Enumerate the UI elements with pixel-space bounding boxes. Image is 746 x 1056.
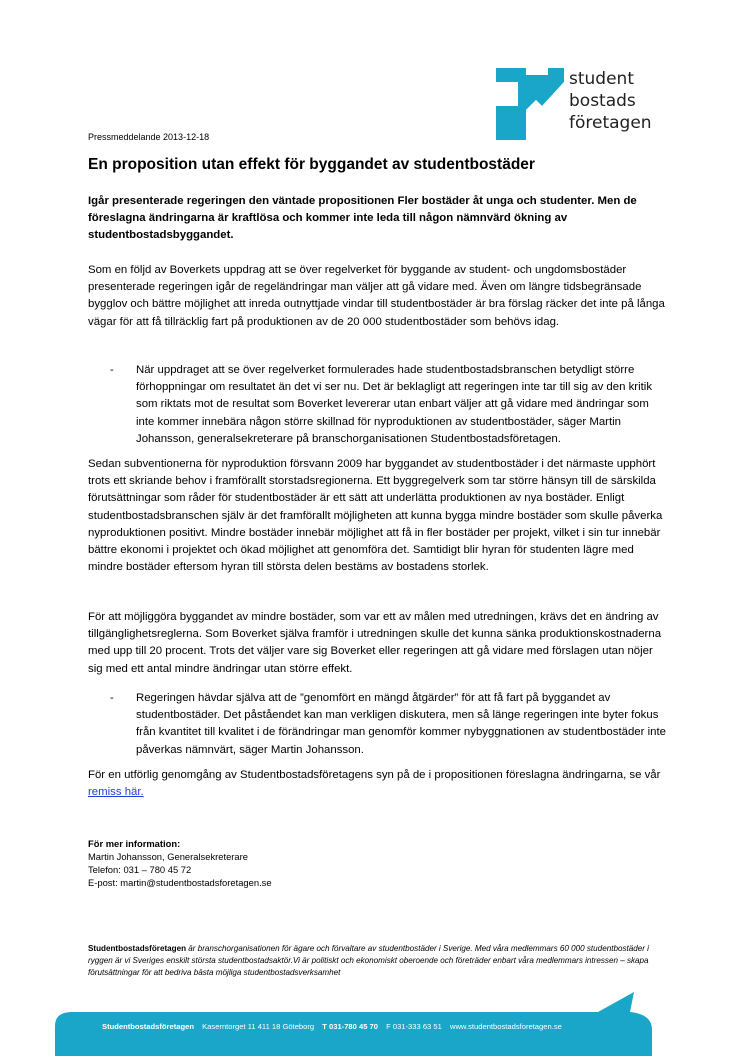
lead-paragraph: Igår presenterade regeringen den väntade propositionen Fler bostäder åt unga och studenter. Men de föreslagna ändringarna är kraftlösa och kommer inte leda till någon nämnvärd ökning av studentbostadsbyggandet. xyxy=(88,195,637,242)
contact-info xyxy=(88,837,272,889)
logo-line-1: student xyxy=(569,69,634,89)
quote-dash: - xyxy=(110,364,114,376)
footer-bar-fax: F 031-333 63 51 xyxy=(386,1022,442,1031)
footer-bar-tel: T 031-780 45 70 xyxy=(322,1022,378,1031)
body-paragraph-2: Sedan subventionerna för nyproduktion försvann 2009 har byggandet av studentbostäder i det närmaste upphört trots ett skriande behov i framförallt storstadsregionerna. Ett byggregelverk som tar större hänsyn till de särskilda förutsättningar som råder för studentbostäder är ett sätt att underlätta produktionen av nya bostäder. Enligt studentbostadsbranschen själv är det framförallt möjligheten att kunna bygga mindre bostäder som skulle påverka nyproduktionen positivt. Mindre bostäder innebär möjlighet att få in fler bostäder per projekt, vilket i sin tur innebär bättre ekonomi i projektet och ökad möjlighet att genomföra det. Samtidigt blir hyran för studenten lägre med mindre bostäder eftersom hyran till största delen bestäms av bostadens storlek. xyxy=(88,458,663,574)
footer-org-name: Studentbostadsföretagen xyxy=(88,944,187,953)
quote-text-1: När uppdraget att se över regelverket formulerades hade studentbostadsbranschen betydligt större förhoppningar om resultatet än det vi ser nu. Det är beklagligt att regeringen inte tar till sig av den kritik som riktats mot de resultat som Boverket levererar utan enbart väljer att gå vidare med ändringar som inte kommer innebära någon större skillnad för nyproduktionen av studentbostäder, säger Martin Johansson, generalsekreterare på branschorganisationen Studentbostadsföretagen. xyxy=(136,364,653,445)
paragraph-4-text: För en utförlig genomgång av Studentbostadsföretagens syn på de i propositionen föreslagna ändringarna, se vår xyxy=(88,769,661,781)
body-paragraph-4 xyxy=(88,767,666,801)
quote-dash: - xyxy=(110,692,114,704)
footer-org-text: är branschorganisationen för ägare och förvaltare av studentbostäder i Sverige. Med våra medlemmars 60 000 studentbostäder i ryggen är vi Sveriges enskilt största studentbostadsaktör.Vi är politiskt och ekonomiskt oberoende och företräder enbart våra medlemmars intressen – skapa förutsättningar för att bedriva bästa möjliga studentbostadsverksamhet xyxy=(88,944,649,977)
company-logo xyxy=(496,68,666,148)
contact-email: E-post: martin@studentbostadsforetagen.se xyxy=(88,877,272,888)
organization-description xyxy=(88,943,666,979)
press-release-date: Pressmeddelande 2013-12-18 xyxy=(88,132,210,142)
logo-arrow-icon xyxy=(496,68,564,140)
body-paragraph-3: För att möjliggöra byggandet av mindre bostäder, som var ett av målen med utredningen, krävs det en ändring av tillgänglighetsreglerna. Som Boverket själva framför i utredningen skulle det kunna sänka produktionskostnaderna med upp till 20 procent. Trots det väljer vare sig Boverket eller regeringen att gå vidare med förslagen utan nöjer sig med ett antal mindre ändringar utan större effekt. xyxy=(88,611,662,675)
contact-phone: Telefon: 031 – 780 45 72 xyxy=(88,864,192,875)
body-paragraph-1: Som en följd av Boverkets uppdrag att se över regelverket för byggande av student- och ungdomsbostäder presenterade regeringen igår de regeländringar man väljer att gå vidare med. Även om längre tidsbegränsade bygglov och bättre möjlighet att inreda outnyttjade vindar till studentbostäder är bra förslag räcker det inte på långa vägar för att få tillräcklig fart på produktionen av de 20 000 studentbostäder som behövs idag. xyxy=(88,264,665,328)
footer-bar-org: Studentbostadsföretagen xyxy=(102,1022,194,1031)
logo-wordmark xyxy=(569,68,652,134)
logo-line-3: företagen xyxy=(569,113,652,133)
footer-bar-address: Kaserntorget 11 411 18 Göteborg xyxy=(202,1022,315,1031)
remiss-link[interactable]: remiss här. xyxy=(88,786,144,799)
page-title: En proposition utan effekt för byggandet av studentbostäder xyxy=(88,156,535,173)
footer-bar-web[interactable]: www.studentbostadsforetagen.se xyxy=(449,1022,562,1031)
quote-text-2: Regeringen hävdar själva att de ”genomfört en mängd åtgärder” för att få fart på byggandet av studentbostäder. Det påståendet kan man verkligen diskutera, men så länge regeringen inte byter fokus från kvantitet till kvalitet i de förändringar man genomför kommer nybyggnationen av studentbostäder inte påverkas nämnvärt, säger Martin Johansson. xyxy=(136,692,666,756)
quote-block-1 xyxy=(110,362,668,448)
footer-contact-line xyxy=(102,1022,568,1032)
logo-line-2: bostads xyxy=(569,91,636,111)
contact-heading: För mer information: xyxy=(88,838,181,849)
contact-name: Martin Johansson, Generalsekreterare xyxy=(88,851,248,862)
quote-block-2 xyxy=(110,690,668,759)
